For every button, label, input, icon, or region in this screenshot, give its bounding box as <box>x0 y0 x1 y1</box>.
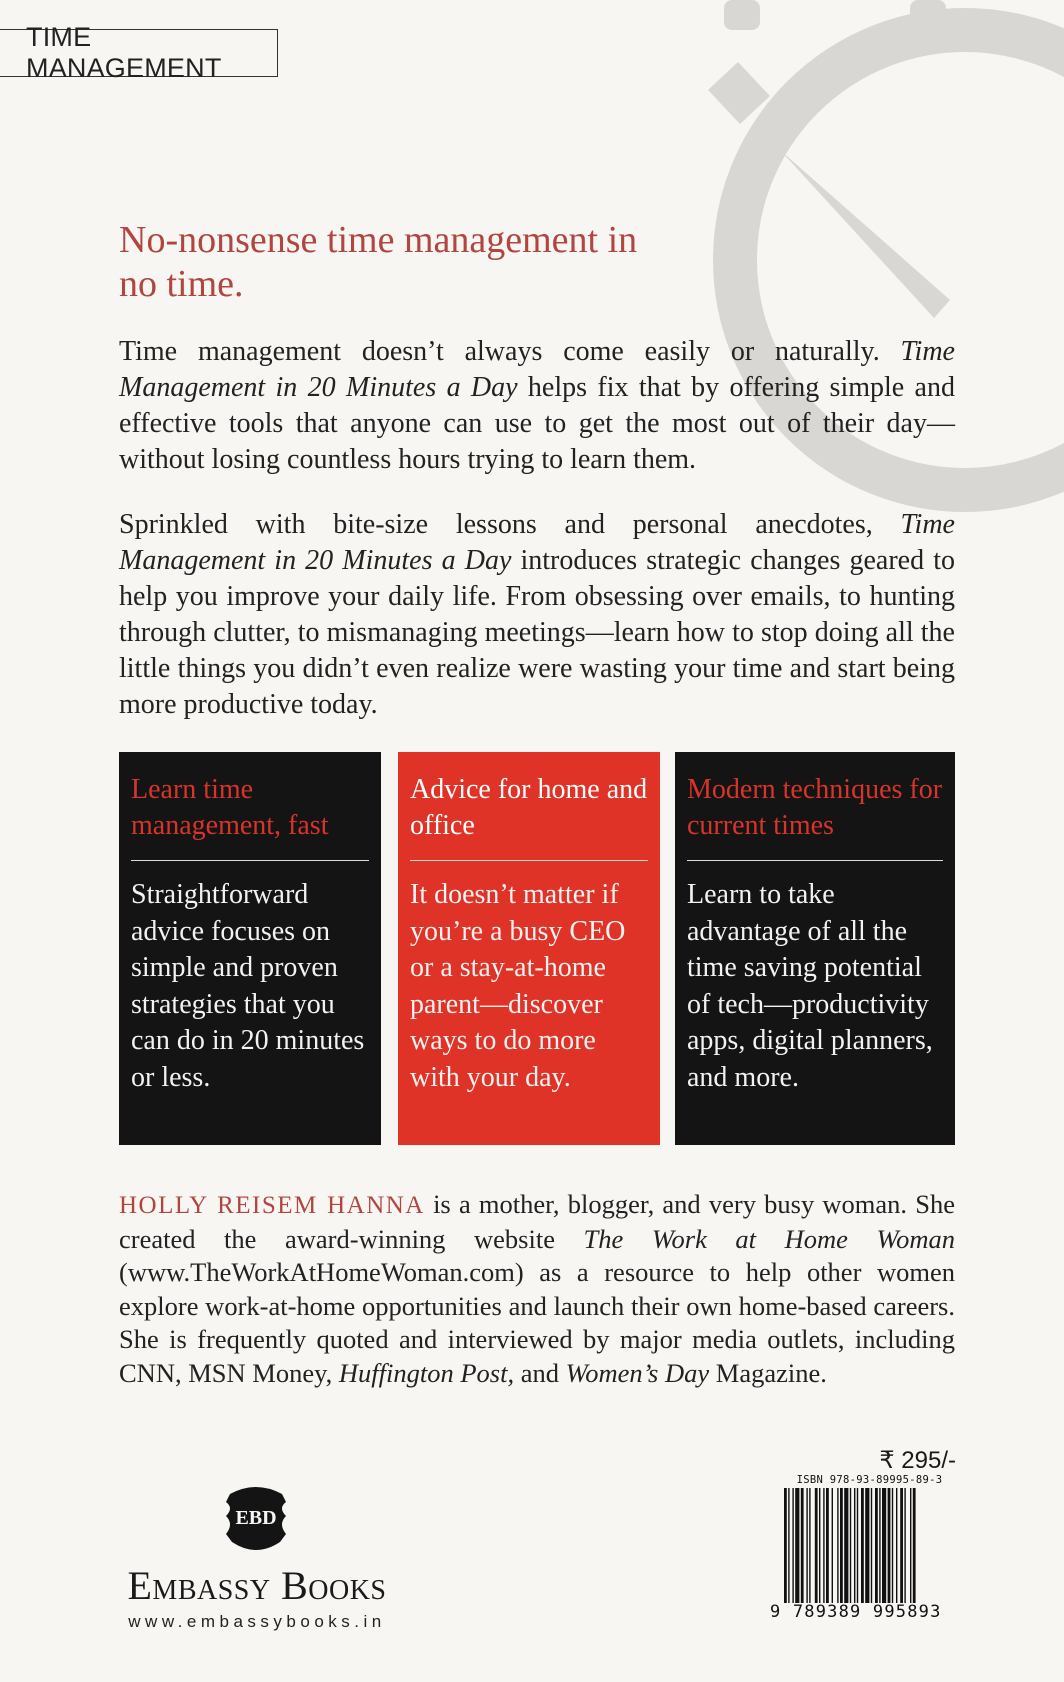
feature-box-fast <box>119 752 381 1145</box>
barcode-bar <box>819 1488 820 1603</box>
barcode-bar <box>888 1488 891 1603</box>
barcode-bar <box>815 1488 818 1603</box>
feature-box-modern <box>675 752 955 1145</box>
price-label: ₹ 295/- <box>879 1447 956 1474</box>
author-name: HOLLY REISEM HANNA <box>119 1192 425 1219</box>
barcode-bar <box>795 1488 799 1603</box>
barcode-bar <box>850 1488 851 1603</box>
isbn-text: ISBN 978-93-89995-89-3 <box>796 1474 943 1486</box>
category-label: TIME MANAGEMENT <box>0 29 278 77</box>
barcode-bar <box>788 1488 789 1603</box>
barcode-bar <box>865 1488 869 1603</box>
barcode-bar <box>809 1488 810 1603</box>
feature-boxes <box>119 752 955 1145</box>
feature-title: Modern techniques for current times <box>687 772 943 861</box>
book-title: Time Management in 20 Minutes a Day <box>119 336 955 403</box>
barcode-bar <box>882 1488 886 1603</box>
barcode-bar <box>904 1488 905 1603</box>
barcode-bar <box>840 1488 843 1603</box>
publisher-emblem-icon <box>220 1478 292 1556</box>
barcode-bar <box>823 1488 824 1603</box>
barcode-bar <box>913 1488 916 1603</box>
barcode-bar <box>871 1488 872 1603</box>
barcode-bar <box>892 1488 893 1603</box>
isbn-barcode <box>770 1474 957 1629</box>
feature-box-home-office <box>398 752 660 1145</box>
barcode-bar <box>900 1488 903 1603</box>
feature-text: Straightforward advice focuses on simple and proven strategies that you can do in 20 minutes or less. <box>131 879 365 1093</box>
feature-text: Learn to take advantage of all the time saving potential of tech—productivity apps, digital planners, and more. <box>687 879 933 1093</box>
barcode-bar <box>784 1488 787 1603</box>
barcode-bar <box>826 1488 829 1603</box>
feature-title: Learn time management, fast <box>131 772 369 861</box>
barcode-bar <box>861 1488 864 1603</box>
barcode-bar <box>792 1488 793 1603</box>
author-bio: HOLLY REISEM HANNA is a mother, blogger, and very busy woman. She created the award-winning website The Work at Home Woman (www.TheWorkAtHomeWoman.com) as a resource to help other women explore work-at-home opportunities and launch their own home-based careers. She is frequently quoted and interviewed by major media outlets, including CNN, MSN Money, Huffington Post, and Women’s Day Magazine. <box>119 1189 956 1388</box>
barcode-bar <box>879 1488 880 1603</box>
barcode-bar <box>806 1488 807 1603</box>
headline: No-nonsense time management in no time. <box>119 219 638 305</box>
description-paragraph-2: Sprinkled with bite-size lessons and personal anecdotes, Time Management in 20 Minutes a Day introduces strategic changes geared to help you improve your daily life. From obsessing over emails, to hunting through clutter, to mismanaging meetings—learn how to stop doing all the little things you didn’t even realize were wasting your time and start being more productive today. <box>119 509 955 720</box>
barcode-bar <box>896 1488 897 1603</box>
description-paragraph-1: Time management doesn’t always come easily or naturally. Time Management in 20 Minutes a Day helps fix that by offering simple and effective tools that anyone can use to get the most out of their day—without losing countless hours trying to learn them. <box>119 336 955 475</box>
barcode-bar <box>857 1488 858 1603</box>
barcode-bar <box>801 1488 804 1603</box>
feature-text: It doesn’t matter if you’re a busy CEO or a stay-at-home parent—discover ways to do more with your day. <box>410 879 626 1093</box>
svg-text:EBD: EBD <box>235 1507 277 1529</box>
barcode-bar <box>832 1488 833 1603</box>
barcode-bar <box>854 1488 855 1603</box>
publisher-logo <box>112 1478 402 1631</box>
barcode-bar <box>837 1488 838 1603</box>
feature-title: Advice for home and office <box>410 772 648 861</box>
barcode-bar <box>844 1488 848 1603</box>
barcode-bar <box>875 1488 878 1603</box>
book-title: Time Management in 20 Minutes a Day <box>119 509 955 576</box>
ean-digits: 9 789389 995893 <box>770 1602 942 1622</box>
barcode-bars <box>782 1488 957 1603</box>
publisher-url: www.embassybooks.in <box>128 1612 386 1631</box>
publisher-name: Embassy Books <box>127 1563 387 1608</box>
barcode-bar <box>910 1488 911 1603</box>
